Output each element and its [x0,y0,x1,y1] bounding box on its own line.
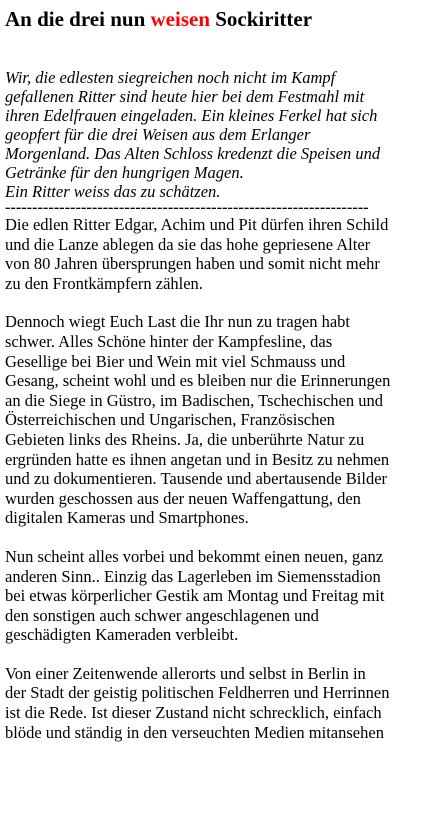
intro-line: ihren Edelfrauen eingeladen. Ein kleines Ferkel hat sich [5,106,378,125]
intro-line: Wir, die edlesten siegreichen noch nicht im Kampf [5,68,336,87]
paragraph-line: Gesellige bei Bier und Wein mit viel Schmauss und [5,351,346,371]
paragraph-line: Österreichischen und Ungarischen, Französischen [5,410,335,430]
paragraph-line: wurden geschossen aus der neuen Waffengattung, den [5,488,361,508]
paragraph-3 [5,547,435,645]
title-accent-word: weisen [150,7,210,31]
document-page [5,0,435,742]
paragraph-line: ergründen hatte es ihnen angetan und in Besitz zu nehmen [5,449,390,469]
intro-text [5,68,435,201]
paragraph-line: anderen Sinn.. Einzig das Lagerleben im Siemensstadion [5,566,381,586]
paragraph-line: blöde und ständig in den verseuchten Medien mitansehen [5,722,384,742]
paragraph-line: geschädigten Kameraden verbleibt. [5,625,239,645]
title-part-2: Sockiritter [210,7,313,31]
title-part-1: An die drei nun [5,7,151,31]
paragraph-1 [5,215,435,293]
paragraph-4 [5,664,435,742]
paragraph-line: ist die Rede. Ist dieser Zustand nicht schrecklich, einfach [5,703,382,723]
paragraph-line: zu den Frontkämpfern zählen. [5,273,203,293]
dashed-divider: ------------------------------------------------------------------- [5,201,369,215]
paragraph-line: von 80 Jahren übersprungen haben und somit nicht mehr [5,254,380,274]
paragraph-line: und die Lanze ablegen da sie das hohe gepriesene Alter [5,234,371,254]
intro-line: geopfert für die drei Weisen aus dem Erlanger [5,125,311,144]
paragraph-gap [5,528,435,547]
paragraph-line: an die Siege in Güstro, im Badischen, Tschechischen und [5,390,383,410]
paragraph-line: Dennoch wiegt Euch Last die Ihr nun zu tragen habt [5,312,351,332]
paragraph-gap [5,293,435,312]
paragraph-line: Die edlen Ritter Edgar, Achim und Pit dürfen ihren Schild [5,215,389,234]
paragraph-line: Gesang, scheint wohl und es bleiben nur die Erinnerungen [5,371,391,391]
intro-line: Morgenland. Das Alten Schloss kredenzt die Speisen und [5,144,381,163]
paragraph-2 [5,312,435,528]
paragraph-line: Von einer Zeitenwende allerorts und selbst in Berlin in [5,663,366,683]
intro-line: Ein Ritter weiss das zu schätzen. [5,182,221,201]
page-title [5,0,435,32]
paragraph-line: und zu dokumentieren. Tausende und abertausende Bilder [5,469,388,489]
paragraph-line: bei etwas körperlicher Gestik am Montag und Freitag mit [5,586,385,606]
paragraph-line: Gebieten links des Rheins. Ja, die unberührte Natur zu [5,429,365,449]
intro-line: Getränke für den hungrigen Magen. [5,163,244,182]
paragraph-line: digitalen Kameras und Smartphones. [5,508,249,528]
paragraph-line: der Stadt der geistig politischen Feldherren und Herrinnen [5,683,390,703]
intro-line: gefallenen Ritter sind heute hier bei dem Festmahl mit [5,87,365,106]
paragraph-line: Nun scheint alles vorbei und bekommt einen neuen, ganz [5,546,384,566]
paragraph-line: schwer. Alles Schöne hinter der Kampfesline, das [5,331,333,351]
paragraph-gap [5,645,435,664]
paragraph-line: den sonstigen auch schwer angeschlagenen und [5,605,319,625]
